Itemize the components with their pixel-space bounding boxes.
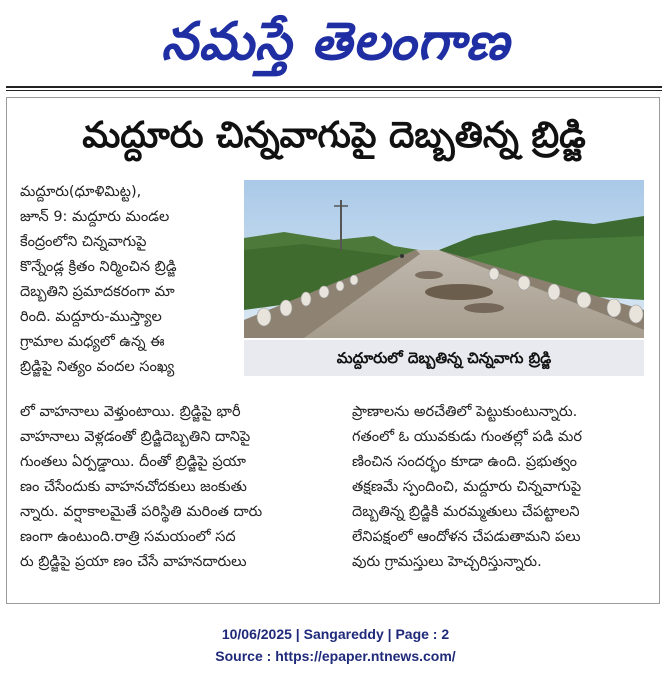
article-line: న్నారు. వర్షాకాలమైతే పరిస్థితి మరింత దారు	[20, 504, 263, 520]
article-line: ణించిన సందర్భం కూడా ఉంది. ప్రభుత్వం	[352, 454, 577, 470]
article-line: గ్రామాల మధ్యలో ఉన్న ఈ	[20, 334, 165, 350]
article-line: గతంలో ఓ యువకుడు గుంతల్లో పడి మర	[352, 429, 582, 445]
article-line: రింది. మద్దూరు-ముస్త్యాల	[20, 309, 162, 325]
article-line: బ్రిడ్జిపై నిత్యం వందల సంఖ్య	[20, 359, 175, 375]
masthead-title: నమస్తే తెలంగాణ	[161, 12, 510, 72]
article-line: మద్దూరు(ధూళిమిట్ట),	[20, 184, 142, 200]
article-line: గుంతలు ఏర్పడ్డాయి. దీంతో బ్రిడ్జిపై ప్రయా	[20, 454, 246, 470]
article-column-left-bottom	[20, 400, 338, 575]
footer-source: Source : https://epaper.ntnews.com/	[215, 648, 456, 664]
masthead	[0, 0, 671, 86]
article-line: ణం చేసేందుకు వాహనచోదకులు జంకుతు	[20, 479, 247, 495]
article-line: లేనిపక్షంలో ఆందోళన చేపడుతామని పలు	[352, 529, 581, 545]
article-column-left	[20, 180, 240, 380]
article-line: వురు గ్రామస్తులు హెచ్చరిస్తున్నారు.	[352, 554, 542, 570]
article-line: ణంగా ఉంటుంది.రాత్రి సమయంలో సద	[20, 529, 236, 545]
article-line: లో వాహనాలు వెళ్తుంటాయి. బ్రిడ్జిపై భారీ	[20, 404, 241, 420]
article-column-right	[352, 400, 652, 575]
article-line: తక్షణమే స్పందించి, మద్దూరు చిన్నవాగుపై	[352, 479, 582, 495]
article-line: దెబ్బతిని ప్రమాదకరంగా మా	[20, 284, 175, 300]
bridge-photo	[244, 180, 644, 338]
footer-date-edition: 10/06/2025 | Sangareddy | Page : 2	[221, 626, 450, 642]
article-line: కేంద్రంలోని చిన్నవాగుపై	[20, 234, 147, 250]
article-line: దెబ్బతిన్న బ్రిడ్జికి మరమ్మతులు చేపట్టాలని	[352, 504, 580, 520]
article-line: జూన్ 9: మద్దూరు మండల	[20, 209, 170, 225]
article-line: వాహనాలు వెళ్లడంతో బ్రిడ్జిదెబ్బతిని దానిపై	[20, 429, 251, 445]
article-line: కొన్నేండ్ల క్రితం నిర్మించిన బ్రిడ్జి	[20, 259, 177, 275]
article-headline: మద్దూరు చిన్నవాగుపై దెబ్బతిన్న బ్రిడ్జి	[82, 115, 586, 156]
article-line: రు బ్రిడ్జిపై ప్రయా ణం చేసే వాహనదారులు	[20, 554, 247, 570]
masthead-rule-bottom	[6, 90, 662, 91]
article-line: ప్రాణాలను అరచేతిలో పెట్టుకుంటున్నారు.	[352, 404, 578, 420]
photo-caption: మద్దూరులో దెబ్బతిన్న చిన్నవాగు బ్రిడ్జి	[244, 340, 644, 376]
bridge-photo-image	[244, 180, 644, 338]
masthead-rule-top	[6, 86, 662, 88]
